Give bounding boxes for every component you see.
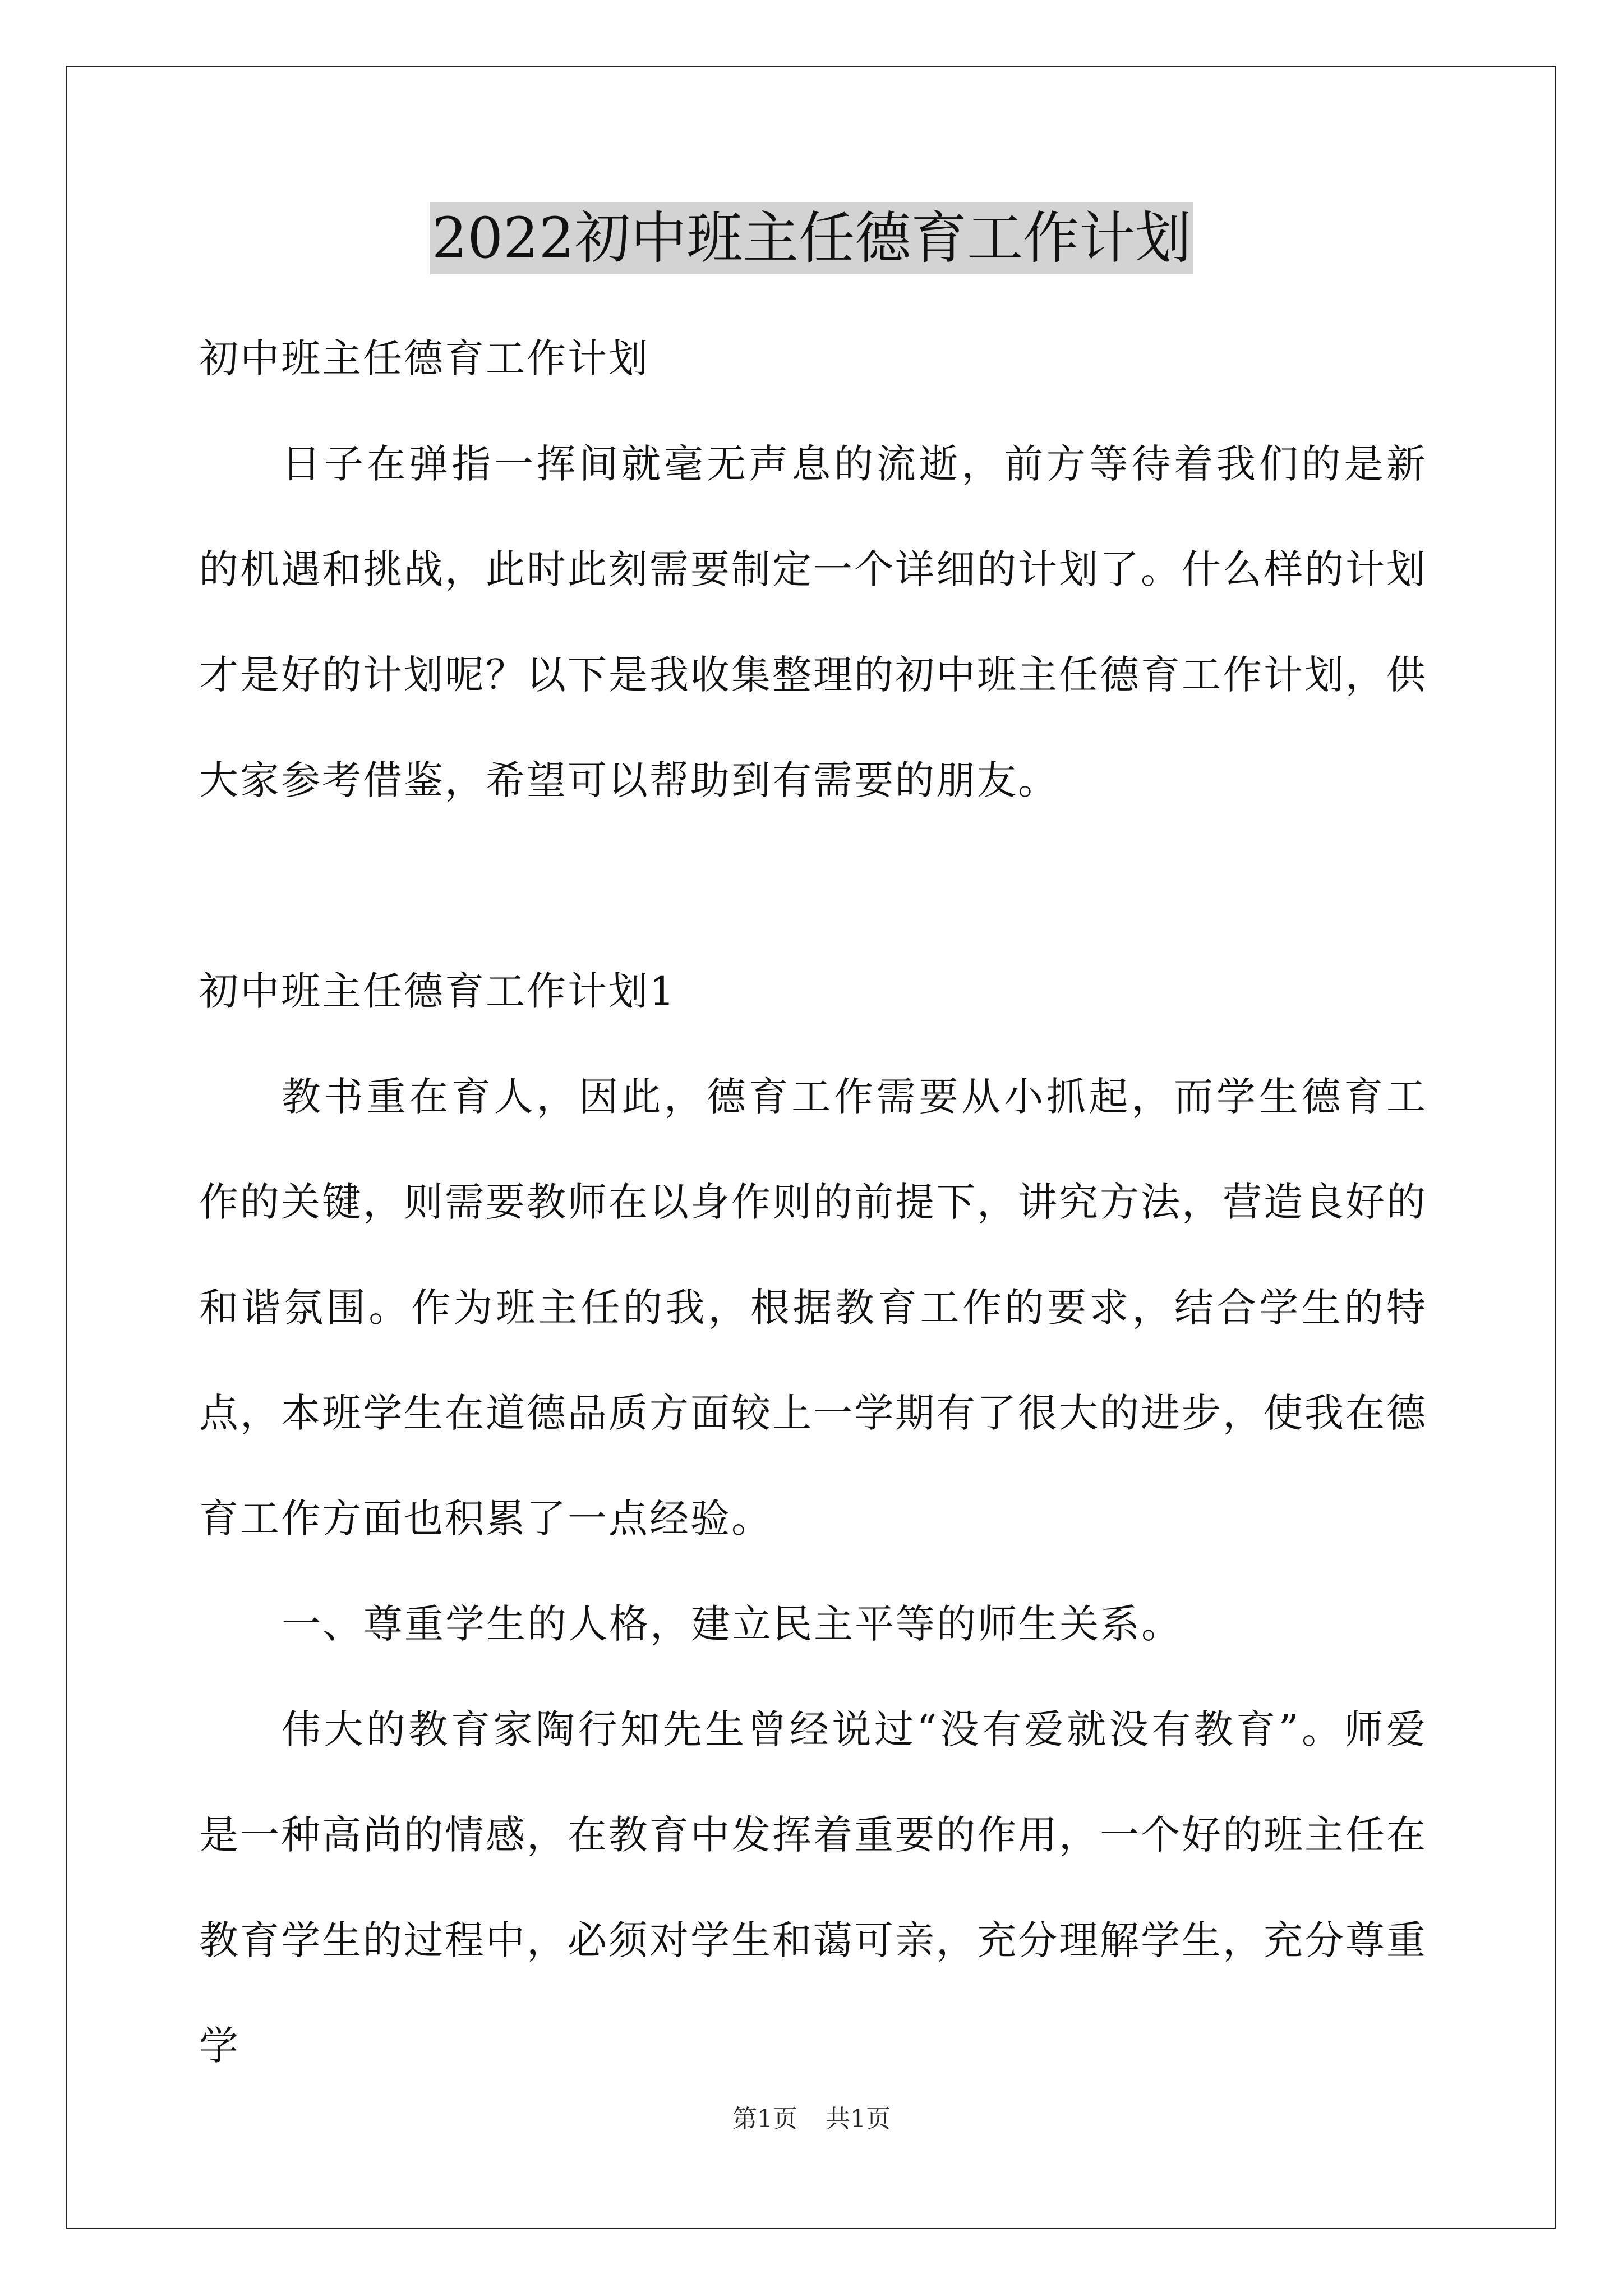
paragraph-body: 教书重在育人，因此，德育工作需要从小抓起，而学生德育工作的关键，则需要教师在以身作则的前提下，讲究方法，营造良好的和谐氛围。作为班主任的我，根据教育工作的要求，结合学生的特点，本班学生在道德品质方面较上一学期有了很大的进步，使我在德育工作方面也积累了一点经验。 [199, 1074, 1427, 1542]
document-body [199, 306, 1427, 2099]
paragraph-subheading: 一、尊重学生的人格，建立民主平等的师生关系。 [282, 1601, 1182, 1647]
paragraph-heading: 初中班主任德育工作计划 [199, 335, 649, 381]
paragraph-intro: 日子在弹指一挥间就毫无声息的流逝，前方等待着我们的是新的机遇和挑战，此时此刻需要制定一个详细的计划了。什么样的计划才是好的计划呢？以下是我收集整理的初中班主任德育工作计划，供大家参考借鉴，希望可以帮助到有需要的朋友。 [199, 441, 1427, 803]
paragraph-section-heading: 初中班主任德育工作计划1 [199, 968, 676, 1014]
paragraph-body: 伟大的教育家陶行知先生曾经说过“没有爱就没有教育”。师爱是一种高尚的情感，在教育中发挥着重要的作用，一个好的班主任在教育学生的过程中，必须对学生和蔼可亲，充分理解学生，充分尊重学 [199, 1706, 1427, 2069]
document-title-block [0, 199, 1623, 278]
page-total: 共1页 [826, 2105, 891, 2133]
document-title: 2022初中班主任德育工作计划 [430, 202, 1194, 274]
page-number: 第1页 [732, 2105, 797, 2133]
page-footer [0, 2102, 1623, 2136]
